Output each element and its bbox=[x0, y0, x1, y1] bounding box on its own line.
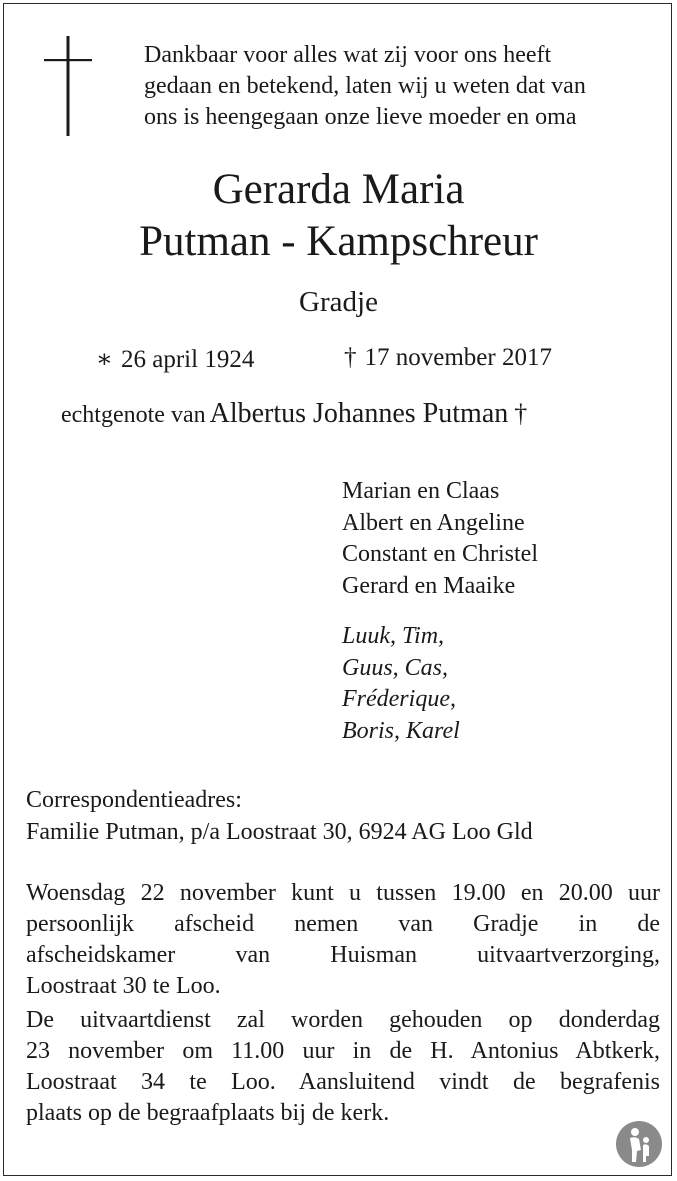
grandchildren-item: Guus, Cas, bbox=[342, 654, 449, 681]
funeral-logo-icon bbox=[615, 1120, 663, 1168]
service-line: plaats op de begraafplaats bij de kerk. bbox=[26, 1100, 390, 1126]
family-item: Marian en Claas bbox=[342, 478, 500, 504]
death-date bbox=[344, 344, 552, 372]
farewell-line: afscheidskamer van Huisman uitvaartverzorging, bbox=[26, 942, 660, 968]
farewell-line: Woensdag 22 november kunt u tussen 19.00 en 20.00 uur bbox=[26, 880, 660, 906]
death-date-text: 17 november 2017 bbox=[364, 344, 552, 371]
correspondence-value: Familie Putman, p/a Loostraat 30, 6924 AG Loo Gld bbox=[26, 819, 533, 845]
farewell-line: persoonlijk afscheid nemen van Gradje in de bbox=[26, 911, 660, 937]
farewell-line: Loostraat 30 te Loo. bbox=[26, 973, 221, 999]
obituary-card bbox=[3, 3, 672, 1176]
birth-date-text: 26 april 1924 bbox=[121, 346, 255, 373]
family-item: Constant en Christel bbox=[342, 541, 538, 567]
intro-line: ons is heengegaan onze lieve moeder en oma bbox=[144, 104, 577, 130]
service-line: De uitvaartdienst zal worden gehouden op donderdag bbox=[26, 1007, 660, 1033]
deceased-name bbox=[4, 164, 673, 268]
service-line: 23 november om 11.00 uur in de H. Antonius Abtkerk, bbox=[26, 1038, 660, 1064]
correspondence-address bbox=[26, 784, 533, 848]
farewell-paragraph bbox=[26, 878, 660, 1002]
intro-line: Dankbaar voor alles wat zij voor ons heeft bbox=[144, 42, 552, 68]
grandchildren-item: Boris, Karel bbox=[342, 717, 460, 744]
spouse-prefix: echtgenote van bbox=[61, 402, 206, 428]
family-item: Gerard en Maaike bbox=[342, 572, 516, 599]
spouse-name: Albertus Johannes Putman bbox=[209, 398, 509, 429]
name-line-1: Gerarda Maria bbox=[212, 166, 465, 213]
nickname: Gradje bbox=[299, 286, 378, 318]
grandchildren-item: Fréderique, bbox=[342, 686, 456, 712]
spouse-cross-icon: † bbox=[514, 399, 528, 428]
name-line-2: Putman - Kampschreur bbox=[139, 218, 538, 265]
death-cross-icon: † bbox=[344, 344, 357, 371]
family-item: Albert en Angeline bbox=[342, 509, 525, 536]
family-list bbox=[342, 476, 538, 602]
intro-line: gedaan en betekend, laten wij u weten dat van bbox=[144, 73, 586, 99]
correspondence-label: Correspondentieadres: bbox=[26, 787, 242, 813]
service-line: Loostraat 34 te Loo. Aansluitend vindt de begrafenis bbox=[26, 1069, 660, 1095]
birth-star-icon: ∗ bbox=[96, 346, 113, 373]
grandchildren-item: Luuk, Tim, bbox=[342, 623, 445, 649]
grandchildren-list bbox=[342, 621, 460, 747]
cross-icon bbox=[44, 36, 92, 136]
birth-date bbox=[96, 344, 254, 374]
intro-text bbox=[144, 40, 664, 133]
spouse-line bbox=[61, 398, 527, 430]
service-paragraph bbox=[26, 1005, 660, 1129]
